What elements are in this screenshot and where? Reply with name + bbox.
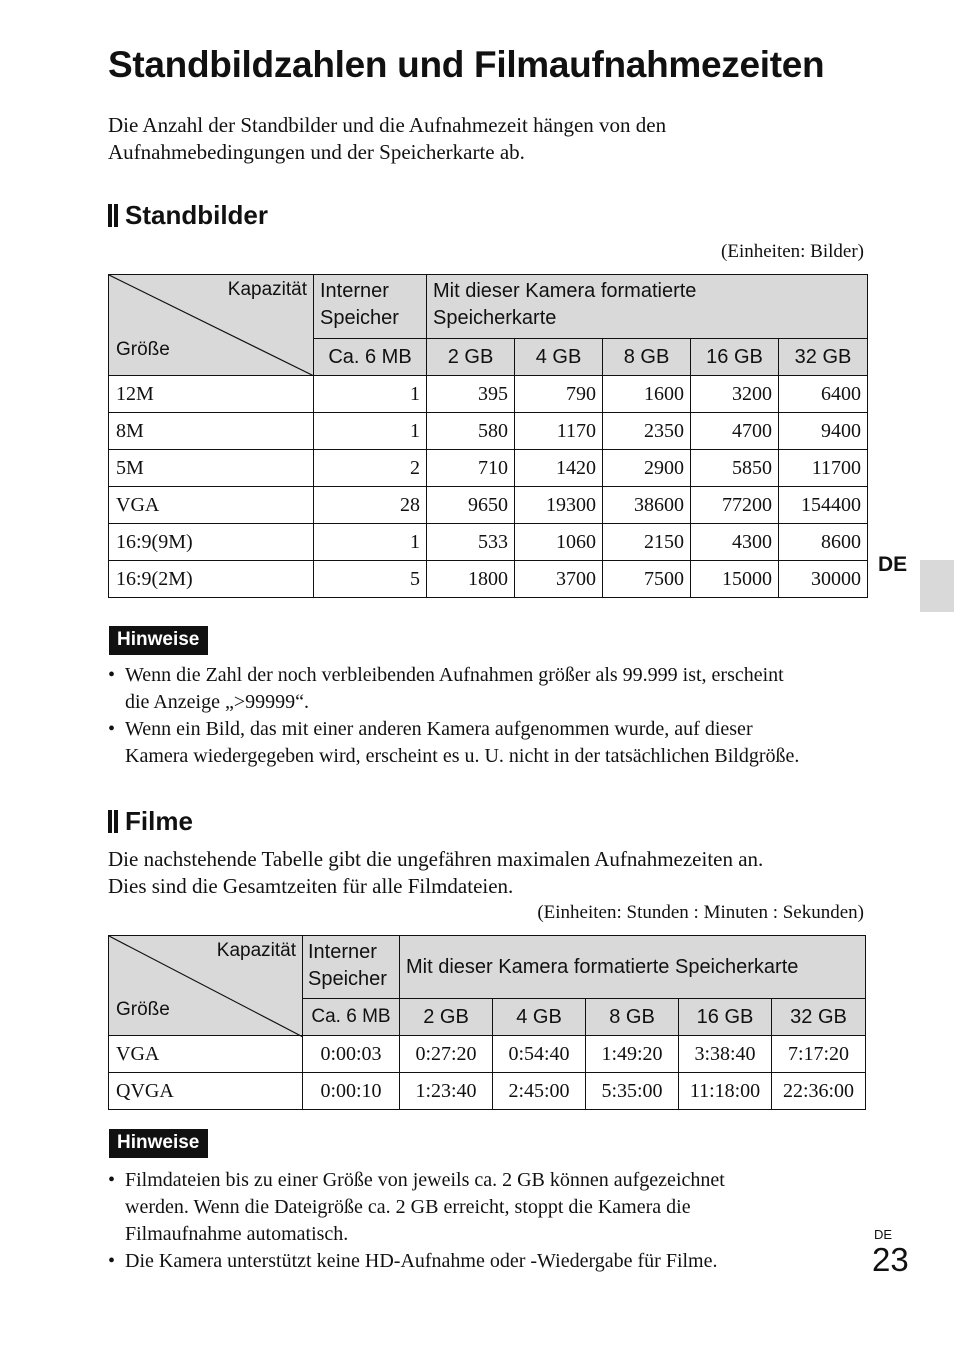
capacity-header: Ca. 6 MB (303, 999, 400, 1036)
value-cell: 1 (314, 413, 427, 450)
section-heading-standbilder (108, 200, 268, 231)
value-cell: 0:54:40 (493, 1036, 586, 1073)
value-cell: 2 (314, 450, 427, 487)
value-cell: 2350 (603, 413, 691, 450)
capacity-header: 32 GB (772, 999, 866, 1036)
page-title: Standbildzahlen und Filmaufnahmezeiten (108, 44, 825, 85)
size-cell: 12M (109, 376, 314, 413)
size-cell: VGA (109, 1036, 303, 1073)
value-cell: 7500 (603, 561, 691, 598)
size-cell: 16:9(2M) (109, 561, 314, 598)
value-cell: 1:23:40 (400, 1073, 493, 1110)
table-row (109, 487, 868, 524)
list-item: • Filmdateien bis zu einer Größe von jeweils ca. 2 GB können aufgezeichnet werden. Wenn die Dateigröße ca. 2 GB erreicht, stoppt die Kamera die Filmaufnahme automatisch. (108, 1167, 878, 1248)
value-cell: 19300 (515, 487, 603, 524)
capacity-header: 2 GB (427, 339, 515, 376)
capacity-header: 8 GB (603, 339, 691, 376)
value-cell: 1170 (515, 413, 603, 450)
table-row (109, 450, 868, 487)
list-item: • Die Kamera unterstützt keine HD-Aufnahme oder -Wiedergabe für Filme. (108, 1248, 878, 1275)
value-cell: 8600 (779, 524, 868, 561)
value-cell: 9650 (427, 487, 515, 524)
value-cell: 3200 (691, 376, 779, 413)
size-cell: 5M (109, 450, 314, 487)
value-cell: 7:17:20 (772, 1036, 866, 1073)
size-cell: 8M (109, 413, 314, 450)
capacity-header: 16 GB (679, 999, 772, 1036)
value-cell: 2900 (603, 450, 691, 487)
section-heading-filme (108, 806, 193, 837)
section-marker-icon (108, 810, 118, 833)
diagonal-header-cell (109, 275, 314, 376)
value-cell: 1060 (515, 524, 603, 561)
value-cell: 1:49:20 (586, 1036, 679, 1073)
list-item: • Wenn die Zahl der noch verbleibenden Aufnahmen größer als 99.999 ist, erscheint die Anzeige „>99999“. (108, 662, 878, 716)
capacity-header: 8 GB (586, 999, 679, 1036)
units-label: (Einheiten: Stunden : Minuten : Sekunden) (537, 902, 864, 923)
size-caption: Größe (116, 339, 170, 360)
internal-memory-header: Interner Speicher (314, 275, 427, 339)
intro-text (108, 112, 666, 166)
value-cell: 4300 (691, 524, 779, 561)
capacity-header: 4 GB (493, 999, 586, 1036)
capacity-header: Ca. 6 MB (314, 339, 427, 376)
value-cell: 0:00:03 (303, 1036, 400, 1073)
size-cell: VGA (109, 487, 314, 524)
value-cell: 154400 (779, 487, 868, 524)
value-cell: 790 (515, 376, 603, 413)
table-row (109, 376, 868, 413)
memory-card-header: Mit dieser Kamera formatierte Speicherkarte (427, 275, 868, 339)
size-caption: Größe (116, 999, 170, 1020)
capacity-header: 16 GB (691, 339, 779, 376)
table-row (109, 561, 868, 598)
units-label: (Einheiten: Bilder) (721, 241, 864, 262)
value-cell: 5:35:00 (586, 1073, 679, 1110)
capacity-header: 32 GB (779, 339, 868, 376)
value-cell: 0:27:20 (400, 1036, 493, 1073)
value-cell: 77200 (691, 487, 779, 524)
notes-list (108, 1167, 878, 1275)
capacity-header: 2 GB (400, 999, 493, 1036)
value-cell: 3:38:40 (679, 1036, 772, 1073)
size-cell: 16:9(9M) (109, 524, 314, 561)
value-cell: 1 (314, 524, 427, 561)
capacity-caption: Kapazität (216, 940, 296, 961)
value-cell: 395 (427, 376, 515, 413)
section-title: Filme (125, 806, 193, 836)
value-cell: 1 (314, 376, 427, 413)
notes-list (108, 662, 878, 770)
section-title: Standbilder (125, 200, 269, 230)
internal-memory-header: Interner Speicher (303, 936, 400, 999)
value-cell: 6400 (779, 376, 868, 413)
value-cell: 5 (314, 561, 427, 598)
value-cell: 38600 (603, 487, 691, 524)
memory-card-header: Mit dieser Kamera formatierte Speicherkarte (400, 936, 866, 999)
value-cell: 5850 (691, 450, 779, 487)
value-cell: 28 (314, 487, 427, 524)
notes-badge: Hinweise (109, 1129, 208, 1158)
standbilder-table (108, 274, 868, 598)
value-cell: 533 (427, 524, 515, 561)
list-item: • Wenn ein Bild, das mit einer anderen Kamera aufgenommen wurde, auf dieser Kamera wiedergegeben wird, erscheint es u. U. nicht in der tatsächlichen Bildgröße. (108, 716, 878, 770)
capacity-caption: Kapazität (227, 279, 307, 300)
value-cell: 3700 (515, 561, 603, 598)
section-marker-icon (108, 204, 118, 227)
value-cell: 9400 (779, 413, 868, 450)
page-number: 23 (872, 1241, 909, 1278)
capacity-header: 4 GB (515, 339, 603, 376)
diagonal-header-cell (109, 936, 303, 1036)
value-cell: 0:00:10 (303, 1073, 400, 1110)
value-cell: 2:45:00 (493, 1073, 586, 1110)
intro-line: Aufnahmebedingungen und der Speicherkarte ab. (108, 140, 525, 164)
value-cell: 1800 (427, 561, 515, 598)
table-row (109, 1036, 866, 1073)
table-row (109, 524, 868, 561)
value-cell: 2150 (603, 524, 691, 561)
value-cell: 710 (427, 450, 515, 487)
language-tab (920, 560, 954, 612)
size-cell: QVGA (109, 1073, 303, 1110)
footer-language: DE (874, 1227, 893, 1242)
value-cell: 11700 (779, 450, 868, 487)
notes-badge: Hinweise (109, 626, 208, 655)
value-cell: 580 (427, 413, 515, 450)
value-cell: 4700 (691, 413, 779, 450)
value-cell: 1600 (603, 376, 691, 413)
value-cell: 22:36:00 (772, 1073, 866, 1110)
value-cell: 1420 (515, 450, 603, 487)
language-tab-label: DE (878, 553, 908, 576)
intro-line: Die Anzahl der Standbilder und die Aufnahmezeit hängen von den (108, 113, 667, 137)
value-cell: 30000 (779, 561, 868, 598)
table-row (109, 1073, 866, 1110)
filme-table (108, 935, 866, 1110)
value-cell: 15000 (691, 561, 779, 598)
filme-intro: Die nachstehende Tabelle gibt die ungefähren maximalen Aufnahmezeiten an. Dies sind die Gesamtzeiten für alle Filmdateien. (108, 847, 764, 898)
table-row (109, 413, 868, 450)
value-cell: 11:18:00 (679, 1073, 772, 1110)
